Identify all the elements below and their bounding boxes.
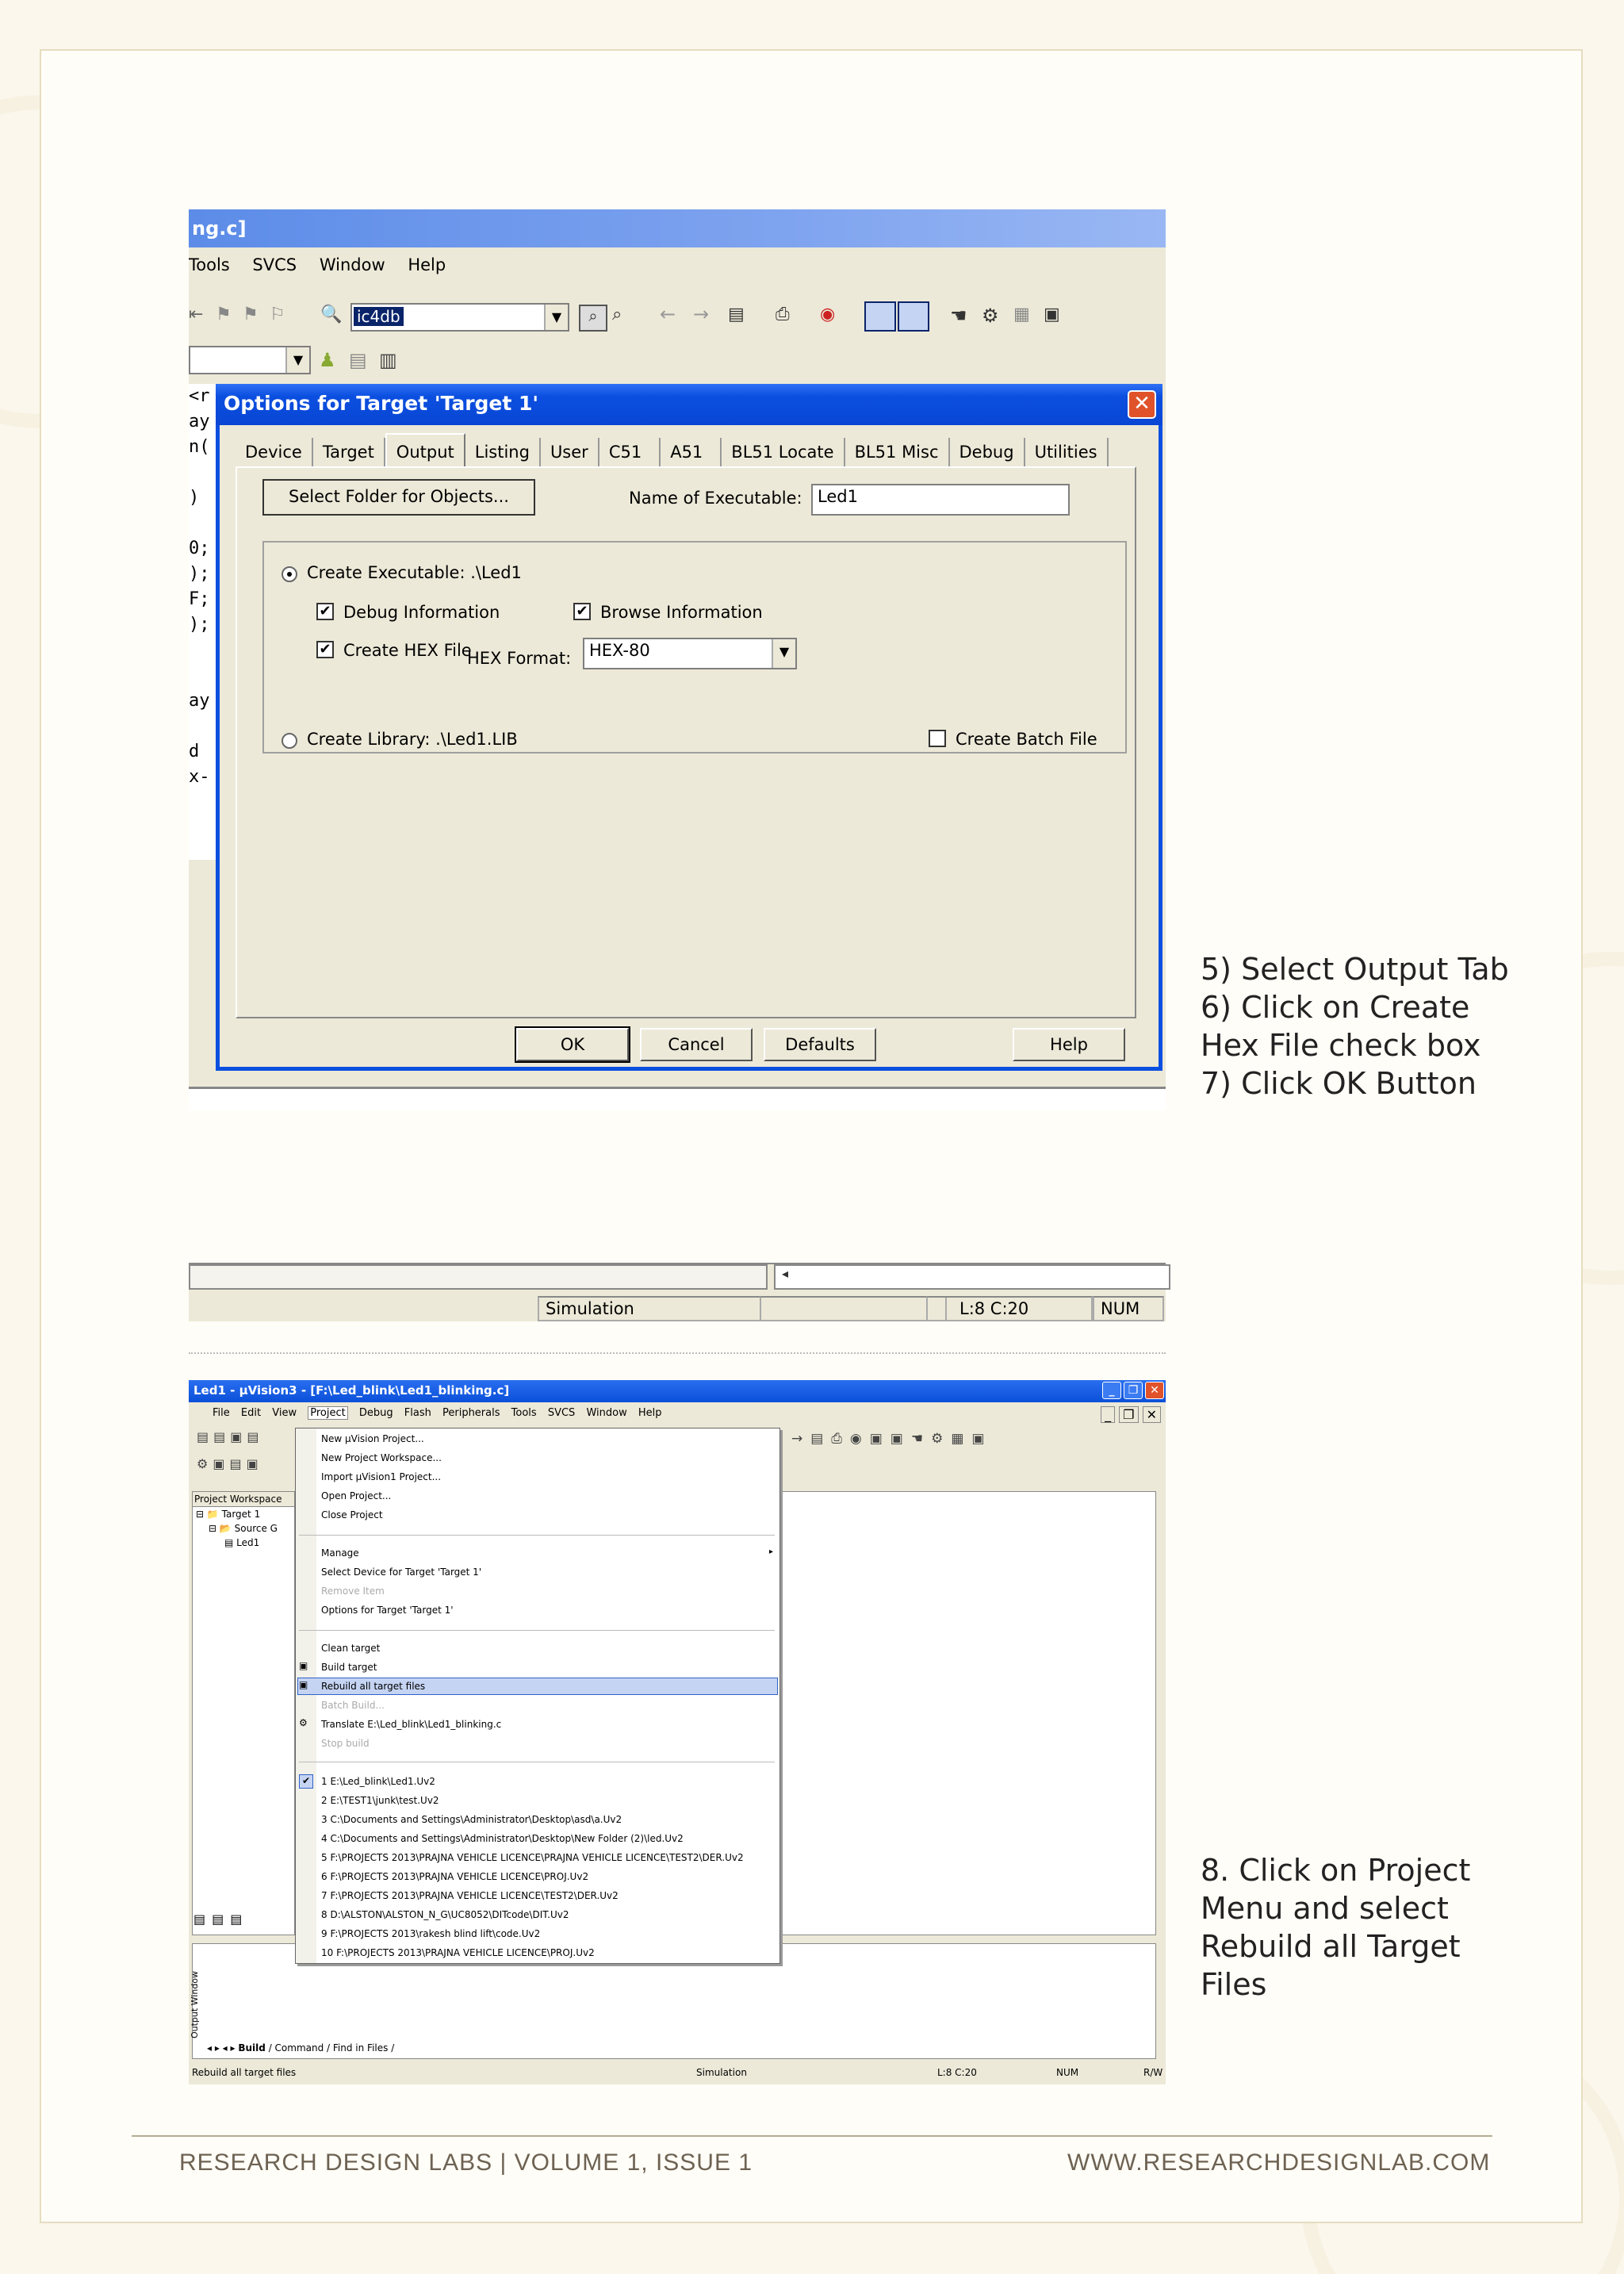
tab-utilities[interactable]: Utilities	[1025, 438, 1109, 468]
document-icon[interactable]: ▤	[728, 305, 745, 324]
status-simulation: Simulation	[538, 1296, 947, 1321]
rebuild-icon: ▣	[299, 1679, 308, 1690]
code-line	[189, 638, 217, 663]
menu-debug[interactable]: Debug	[358, 1407, 393, 1419]
menu-bar	[189, 255, 463, 282]
checkmark-icon: ✔	[299, 1774, 313, 1789]
status-bar	[189, 2064, 1166, 2084]
close-icon[interactable]: ✕	[1143, 1406, 1161, 1423]
tree-label: Led1	[236, 1537, 260, 1548]
menu-separator	[299, 1535, 775, 1536]
menu-item-rebuild-all[interactable]: Rebuild all target files	[321, 1681, 426, 1692]
hex-format-value: HEX-80	[589, 641, 650, 660]
back-arrow-icon[interactable]: ←	[660, 303, 676, 325]
menu-edit[interactable]: Edit	[240, 1407, 262, 1419]
output-tab-command[interactable]: Command	[274, 2042, 324, 2054]
browse-information-checkbox[interactable]: ✔	[573, 603, 591, 620]
recent-project-4[interactable]: 4 C:\Documents and Settings\Administrator\Desktop\New Folder (2)\led.Uv2	[321, 1833, 684, 1844]
tree-item-source-group[interactable]: ⊟ 📂 Source G	[209, 1523, 278, 1534]
status-simulation: Simulation	[696, 2067, 747, 2078]
tab-target[interactable]: Target	[313, 438, 385, 468]
status-position: L:8 C:20	[926, 1296, 1093, 1321]
dialog-title-text: Options for Target 'Target 1'	[224, 392, 539, 415]
print-icon[interactable]: ⎙	[776, 305, 790, 324]
chevron-down-icon[interactable]: ▼	[544, 305, 568, 330]
recent-project-8[interactable]: 8 D:\ALSTON\ALSTON_N_G\UC8052\DITcode\DIT.Uv2	[321, 1909, 569, 1920]
tab-listing[interactable]: Listing	[465, 438, 541, 468]
defaults-button[interactable]: Defaults	[764, 1028, 876, 1061]
output-window-label: Output Window	[190, 1970, 201, 2039]
menu-item-select-device[interactable]: Select Device for Target 'Target 1'	[321, 1566, 482, 1578]
settings-icon[interactable]: ⚙	[982, 305, 999, 327]
chevron-down-icon[interactable]: ▼	[285, 347, 309, 373]
minimize-icon[interactable]: _	[1102, 1382, 1121, 1399]
menu-svcs[interactable]: SVCS	[252, 255, 297, 274]
menu-tools[interactable]: Tools	[189, 255, 230, 274]
menu-project[interactable]: Project	[308, 1406, 347, 1420]
menu-item-manage[interactable]: Manage	[321, 1547, 359, 1559]
recent-project-10[interactable]: 10 F:\PROJECTS 2013\PRAJNA VEHICLE LICENCE\PROJ.Uv2	[321, 1947, 595, 1958]
tree-label: Source G	[234, 1523, 278, 1534]
code-line	[189, 460, 217, 485]
find-combo[interactable]	[350, 303, 569, 332]
caption-line: 8. Click on Project	[1201, 1853, 1471, 1888]
manage-components-icon[interactable]: ▤	[349, 349, 367, 371]
menu-separator	[299, 1630, 775, 1631]
hex-format-select[interactable]	[583, 638, 797, 669]
download-icon[interactable]: ▥	[379, 349, 397, 371]
help-button[interactable]: Help	[1013, 1028, 1125, 1061]
create-hex-file-label: Create HEX File	[343, 641, 472, 660]
hand-icon[interactable]: ☚	[950, 305, 967, 327]
toolbar-right: →▤⎙◉▣▣☚⚙▦▣	[791, 1431, 993, 1447]
create-library-radio[interactable]	[282, 733, 297, 749]
restore-icon[interactable]: ❐	[1119, 1406, 1138, 1423]
status-bar-screenshot	[189, 1263, 1166, 1321]
project-menu-screenshot	[189, 1380, 1166, 2084]
tab-user[interactable]: User	[541, 438, 599, 468]
name-executable-field[interactable]: Led1	[811, 484, 1070, 516]
cancel-button[interactable]: Cancel	[640, 1028, 753, 1061]
caption-line: 6) Click on Create	[1201, 990, 1470, 1025]
hex-format-label: HEX Format:	[467, 649, 572, 668]
status-num: NUM	[1056, 2067, 1079, 2078]
find-combo-value: ic4db	[354, 307, 404, 326]
bookmark-next-icon[interactable]: ⚑	[243, 305, 259, 324]
toolbar: ⚙▣▤▣	[197, 1456, 263, 1471]
code-line	[189, 663, 217, 688]
menu-flash[interactable]: Flash	[404, 1407, 431, 1419]
code-line: ay	[189, 691, 210, 711]
caption-line: 7) Click OK Button	[1201, 1066, 1477, 1101]
editor-bottom-edge	[189, 1087, 1166, 1110]
code-line: <r	[189, 386, 210, 406]
minimize-icon[interactable]: _	[1101, 1406, 1115, 1423]
bookmark-clear-icon[interactable]: ⚐	[270, 305, 285, 324]
menu-file[interactable]: File	[213, 1407, 230, 1419]
menu-item-new-project[interactable]: New µVision Project...	[321, 1433, 424, 1444]
divider	[189, 1352, 1166, 1354]
caption-steps-5-7	[1201, 950, 1509, 1102]
code-line: x-	[189, 767, 210, 787]
tab-bl51-misc[interactable]: BL51 Misc	[845, 438, 950, 468]
scrollbar[interactable]	[189, 1264, 768, 1290]
output-tab-find[interactable]: Find in Files	[332, 2042, 389, 2054]
window-title: ng.c]	[189, 209, 1166, 247]
recent-project-1[interactable]: 1 E:\Led_blink\Led1.Uv2	[321, 1776, 435, 1787]
create-executable-label: Create Executable: .\Led1	[307, 563, 522, 582]
menu-item-close-project[interactable]: Close Project	[321, 1509, 383, 1520]
output-tab-panel	[236, 466, 1136, 1018]
create-library-label: Create Library: .\Led1.LIB	[307, 730, 518, 749]
code-line	[189, 714, 217, 739]
recent-project-3[interactable]: 3 C:\Documents and Settings\Administrator\Desktop\asd\a.Uv2	[321, 1814, 622, 1825]
options-dialog-screenshot	[189, 209, 1166, 1110]
menu-item-build-target[interactable]: Build target	[321, 1662, 377, 1673]
find-in-files-icon[interactable]: ⌕	[612, 305, 622, 324]
menu-item-options-for-target[interactable]: Options for Target 'Target 1'	[321, 1605, 454, 1616]
target-options-icon[interactable]: ♟	[319, 349, 336, 371]
forward-arrow-icon[interactable]: →	[693, 303, 710, 325]
build-icon: ▣	[299, 1660, 308, 1671]
select-folder-button[interactable]: Select Folder for Objects...	[262, 479, 535, 516]
tab-output[interactable]: Output	[385, 433, 465, 468]
binoculars-icon[interactable]: ⌕	[579, 305, 607, 332]
footer-rule	[132, 2135, 1492, 2137]
window-title-bar	[189, 1380, 1166, 1402]
menu-tools[interactable]: Tools	[511, 1407, 537, 1419]
tab-debug[interactable]: Debug	[950, 438, 1025, 468]
bookmark-icon[interactable]: ⚑	[216, 305, 232, 324]
ok-button[interactable]: OK	[516, 1028, 629, 1061]
code-line	[189, 511, 217, 536]
tree-label: Target 1	[221, 1509, 261, 1520]
tree-item-target[interactable]: ⊟ 📁 Target 1	[196, 1509, 261, 1520]
create-batch-file-checkbox[interactable]	[929, 730, 946, 747]
target-combo[interactable]	[189, 346, 311, 374]
project-dropdown-menu	[295, 1428, 780, 1964]
status-message: Rebuild all target files	[192, 2067, 297, 2078]
debug-information-label: Debug Information	[343, 603, 500, 622]
code-editor-fragment	[189, 384, 217, 860]
menu-icon-gutter	[296, 1428, 316, 1963]
code-line: ay	[189, 412, 210, 431]
find-icon[interactable]: 🔍	[320, 305, 343, 324]
create-executable-radio[interactable]	[282, 566, 297, 582]
code-line: n(	[189, 437, 210, 457]
recent-project-7[interactable]: 7 F:\PROJECTS 2013\PRAJNA VEHICLE LICENCE\TEST2\DER.Uv2	[321, 1890, 619, 1901]
close-icon[interactable]: ✕	[1145, 1382, 1164, 1399]
menu-item-clean-target[interactable]: Clean target	[321, 1643, 381, 1654]
tab-a51[interactable]: A51	[661, 438, 722, 468]
indent-icon[interactable]: ⇤	[189, 305, 204, 324]
debug-information-checkbox[interactable]: ✔	[316, 603, 334, 620]
code-line: );	[189, 615, 210, 635]
tab-strip	[236, 438, 1109, 468]
workspace-tabs: ▤▤▤	[193, 1912, 249, 1927]
tab-device[interactable]: Device	[236, 438, 313, 468]
scroll-left-icon[interactable]: ◂	[774, 1264, 1170, 1290]
chevron-down-icon[interactable]: ▼	[772, 639, 795, 668]
tab-nav-icon[interactable]: ◂ ▸ ◂ ▸	[207, 2042, 239, 2054]
menu-view[interactable]: View	[272, 1407, 297, 1419]
menu-item-open-project[interactable]: Open Project...	[321, 1490, 392, 1501]
window-title: Led1 - µVision3 - [F:\Led_blink\Led1_blinking.c]	[193, 1383, 510, 1398]
caption-line: Files	[1201, 1967, 1267, 2002]
recent-project-9[interactable]: 9 F:\PROJECTS 2013\rakesh blind lift\code.Uv2	[321, 1928, 541, 1939]
footer-website[interactable]: WWW.RESEARCHDESIGNLAB.COM	[1067, 2149, 1491, 2176]
menu-window[interactable]: Window	[319, 255, 385, 274]
menu-item-remove-item: Remove Item	[321, 1586, 385, 1597]
caption-line: Menu and select	[1201, 1891, 1449, 1926]
name-executable-label: Name of Executable:	[629, 489, 802, 508]
window-toggle-icon[interactable]	[864, 301, 896, 332]
workspace-title: Project Workspace	[193, 1492, 294, 1507]
code-line: );	[189, 564, 210, 584]
restore-icon[interactable]: ❐	[1124, 1382, 1143, 1399]
toolbar	[189, 297, 1166, 336]
status-position: L:8 C:20	[937, 2067, 977, 2078]
caption-line: Rebuild all Target	[1201, 1929, 1461, 1964]
close-icon[interactable]: ✕	[1128, 390, 1156, 419]
menu-item-import-project[interactable]: Import µVision1 Project...	[321, 1471, 442, 1482]
menu-peripherals[interactable]: Peripherals	[442, 1407, 500, 1419]
window-toggle-2-icon[interactable]	[898, 301, 929, 332]
status-num: NUM	[1093, 1296, 1164, 1321]
options-dialog	[216, 384, 1162, 1071]
recent-project-2[interactable]: 2 E:\TEST1\junk\test.Uv2	[321, 1795, 439, 1806]
menu-help[interactable]: Help	[638, 1407, 662, 1419]
tab-c51[interactable]: C51	[599, 438, 661, 468]
create-batch-file-label: Create Batch File	[956, 730, 1097, 749]
output-tab-build[interactable]: Build	[238, 2042, 266, 2054]
translate-icon: ⚙	[299, 1717, 308, 1728]
menu-item-translate[interactable]: Translate E:\Led_blink\Led1_blinking.c	[321, 1719, 502, 1730]
chip-icon[interactable]: ▣	[1044, 305, 1060, 324]
caption-line: Hex File check box	[1201, 1028, 1481, 1063]
tree-item-file[interactable]: ▤ Led1	[224, 1537, 260, 1548]
caption-step-8	[1201, 1851, 1470, 2004]
status-rw: R/W	[1143, 2067, 1163, 2078]
code-line: )	[189, 488, 200, 508]
menu-item-stop-build: Stop build	[321, 1738, 370, 1749]
menu-window[interactable]: Window	[586, 1407, 627, 1419]
window-buttons	[1102, 1382, 1164, 1399]
debug-icon[interactable]: ◉	[820, 305, 836, 324]
recent-project-5[interactable]: 5 F:\PROJECTS 2013\PRAJNA VEHICLE LICENCE\PRAJNA VEHICLE LICENCE\TEST2\DER.Uv2	[321, 1852, 744, 1863]
footer-publication: RESEARCH DESIGN LABS | VOLUME 1, ISSUE 1	[179, 2149, 753, 2176]
status-blank	[760, 1296, 928, 1321]
tab-bl51-locate[interactable]: BL51 Locate	[722, 438, 845, 468]
menu-item-new-workspace[interactable]: New Project Workspace...	[321, 1452, 442, 1463]
document-window-buttons	[1101, 1407, 1161, 1422]
output-tab-strip: ◂ ▸ ◂ ▸ Build / Command / Find in Files /	[207, 2042, 395, 2054]
code-line: F;	[189, 589, 210, 609]
create-hex-file-checkbox[interactable]: ✔	[316, 641, 334, 658]
image-icon[interactable]: ▦	[1013, 305, 1030, 324]
submenu-arrow-icon: ▸	[768, 1547, 773, 1556]
menu-help[interactable]: Help	[408, 255, 446, 274]
dialog-title	[216, 384, 1162, 425]
toolbar: ▤▤▣▤	[197, 1429, 264, 1444]
project-workspace	[192, 1491, 295, 1935]
browse-information-label: Browse Information	[600, 603, 763, 622]
menu-svcs[interactable]: SVCS	[547, 1407, 576, 1419]
menu-bar	[189, 1407, 669, 1426]
code-line: 0;	[189, 539, 210, 558]
code-line: d	[189, 742, 200, 761]
caption-line: 5) Select Output Tab	[1201, 952, 1509, 987]
recent-project-6[interactable]: 6 F:\PROJECTS 2013\PRAJNA VEHICLE LICENCE\PROJ.Uv2	[321, 1871, 589, 1882]
menu-item-batch-build: Batch Build...	[321, 1700, 385, 1711]
